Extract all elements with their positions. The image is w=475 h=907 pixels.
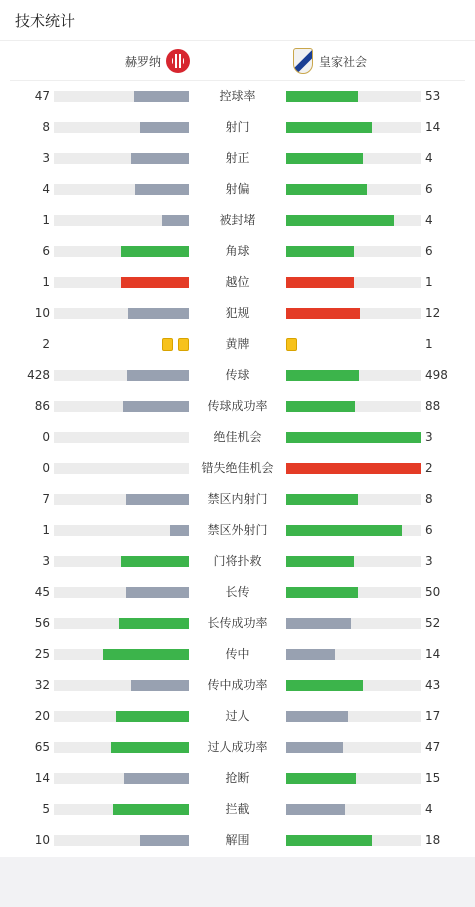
stat-label: 射偏 [225,182,250,196]
teams-row [10,41,465,81]
away-stat-bar-fill [286,835,372,846]
stat-row [0,112,475,143]
stat-label: 控球率 [219,89,256,103]
stat-label: 门将扑救 [213,554,262,568]
home-stat-bar-fill [131,153,189,164]
stat-row [0,81,475,112]
home-stat-bar-fill [126,494,189,505]
away-stat-bar-fill [286,91,358,102]
away-stat-value: 4 [425,213,433,227]
home-stat-bar-fill [121,246,189,257]
stat-label: 禁区内射门 [207,492,268,506]
stat-label: 长传成功率 [207,616,268,630]
away-stat-bar-fill [286,587,358,598]
stat-row [0,670,475,701]
stat-row [0,236,475,267]
away-stat-value: 50 [425,585,441,599]
away-stat-bar [286,463,421,474]
away-stat-bar-fill [286,370,359,381]
home-stat-bar [54,308,189,319]
stat-row [0,825,475,856]
stat-label: 传中 [225,647,250,661]
home-stat-bar-fill [121,277,189,288]
away-stat-bar [286,215,421,226]
stat-label: 黄牌 [225,337,250,351]
home-stat-bar-fill [111,742,189,753]
away-stat-value: 2 [425,461,433,475]
away-stat-value: 6 [425,244,433,258]
stat-label: 传球成功率 [207,399,268,413]
away-stat-bar-fill [286,742,343,753]
away-stat-bar-fill [286,215,394,226]
away-stat-bar-fill [286,432,421,443]
stat-row [0,174,475,205]
home-stat-bar-fill [135,184,189,195]
away-stat-bar-fill [286,680,363,691]
away-stat-bar [286,618,421,629]
away-stat-value: 43 [425,678,441,692]
away-team-name: 皇家社会 [319,54,368,69]
home-stat-bar-fill [119,618,189,629]
yellow-card-icon [178,338,189,351]
away-stat-bar [286,153,421,164]
away-stat-bar [286,91,421,102]
away-stat-value: 47 [425,740,441,754]
stat-row [0,732,475,763]
away-stat-bar-fill [286,308,360,319]
away-stat-bar [286,122,421,133]
stat-label: 过人成功率 [207,740,268,754]
away-stat-bar-fill [286,711,348,722]
away-stat-bar-fill [286,494,358,505]
away-stat-bar-fill [286,184,367,195]
stat-row [0,639,475,670]
away-stat-value: 4 [425,802,433,816]
girona-crest-icon [166,49,190,73]
home-stat-value: 1 [42,523,50,537]
home-stat-bar-fill [131,680,189,691]
home-stat-bar [54,246,189,257]
stat-row [0,515,475,546]
away-stat-value: 4 [425,151,433,165]
home-stat-value: 8 [42,120,50,134]
away-stat-bar-fill [286,649,335,660]
home-stat-bar-fill [170,525,189,536]
stat-row [0,701,475,732]
stat-label: 传球 [225,368,250,382]
away-stat-bar-fill [286,463,421,474]
stat-label: 被封堵 [219,213,256,227]
away-stat-bar [286,680,421,691]
stat-label: 过人 [225,709,250,723]
home-stat-value: 20 [34,709,50,723]
home-stat-value: 0 [42,461,50,475]
home-stat-bar [54,742,189,753]
stat-label: 角球 [225,244,250,258]
away-stat-value: 53 [425,89,441,103]
stat-row [0,391,475,422]
home-stat-bar [54,649,189,660]
home-stat-value: 45 [34,585,50,599]
away-stat-bar [286,432,421,443]
home-stat-bar [54,184,189,195]
home-stat-value: 7 [42,492,50,506]
home-stat-value: 56 [34,616,50,630]
stat-row [0,763,475,794]
away-stat-bar [286,649,421,660]
away-stat-bar [286,277,421,288]
away-stat-bar-fill [286,401,355,412]
home-stat-bar [54,711,189,722]
home-stat-value: 3 [42,151,50,165]
away-stat-value: 18 [425,833,441,847]
away-stat-value: 12 [425,306,441,320]
stat-label: 解围 [225,833,250,847]
away-stat-value: 6 [425,182,433,196]
home-stat-value: 65 [34,740,50,754]
away-yellow-cards [286,338,297,351]
home-stat-bar-fill [121,556,189,567]
away-stat-bar [286,246,421,257]
away-stat-value: 8 [425,492,433,506]
home-stat-bar-fill [113,804,189,815]
home-stat-bar [54,122,189,133]
stat-label: 射正 [225,151,250,165]
home-team-name: 赫罗纳 [124,54,161,69]
away-stat-bar [286,556,421,567]
away-stat-value: 14 [425,647,441,661]
away-stat-bar-fill [286,153,363,164]
away-stat-bar [286,742,421,753]
stat-label: 传中成功率 [207,678,268,692]
away-stat-bar-fill [286,773,356,784]
real-sociedad-crest-icon [293,48,313,74]
home-stat-bar [54,494,189,505]
stats-header [0,0,475,41]
home-stat-bar-fill [134,91,189,102]
home-stat-value: 428 [27,368,50,382]
stat-row [0,267,475,298]
stat-label: 错失绝佳机会 [201,461,274,475]
home-stat-bar [54,153,189,164]
stat-label: 越位 [225,275,250,289]
home-stat-value: 0 [42,430,50,444]
home-stat-value: 2 [42,337,50,351]
stat-label: 犯规 [225,306,250,320]
away-stat-value: 498 [425,368,448,382]
home-stat-bar [54,618,189,629]
away-stat-bar-fill [286,525,402,536]
away-stat-bar-fill [286,804,345,815]
away-stat-bar [286,525,421,536]
away-stat-bar [286,804,421,815]
away-stat-bar-fill [286,556,354,567]
home-stat-value: 1 [42,275,50,289]
home-stat-bar [54,525,189,536]
home-stat-bar [54,835,189,846]
home-stat-bar-fill [140,835,189,846]
stat-row [0,484,475,515]
away-stat-value: 17 [425,709,441,723]
home-stat-bar [54,91,189,102]
away-stat-bar-fill [286,277,354,288]
stat-row [0,205,475,236]
away-stat-bar [286,587,421,598]
home-stat-bar [54,432,189,443]
home-stat-value: 32 [34,678,50,692]
home-stat-bar [54,215,189,226]
home-stat-bar-fill [140,122,189,133]
stat-label: 射门 [225,120,250,134]
home-stat-bar-fill [126,587,189,598]
away-stat-value: 3 [425,554,433,568]
stat-row [0,608,475,639]
stat-row [0,329,475,360]
stat-label: 禁区外射门 [207,523,268,537]
away-stat-value: 15 [425,771,441,785]
home-stat-bar [54,587,189,598]
stat-row [0,298,475,329]
home-stat-bar [54,370,189,381]
home-stat-bar-fill [103,649,189,660]
stat-row [0,360,475,391]
away-stat-bar [286,308,421,319]
stat-label: 拦截 [225,802,250,816]
stat-row [0,577,475,608]
home-stat-value: 47 [34,89,50,103]
stat-row [0,794,475,825]
yellow-card-icon [162,338,173,351]
away-team[interactable] [293,41,367,81]
stat-label: 长传 [225,585,250,599]
home-stat-bar-fill [124,773,189,784]
page-title: 技术统计 [15,11,76,30]
home-stat-bar [54,680,189,691]
home-stat-bar-fill [128,308,189,319]
home-stat-bar-fill [116,711,189,722]
away-stat-value: 88 [425,399,441,413]
home-stat-value: 10 [34,306,50,320]
home-stat-bar [54,773,189,784]
stat-label: 抢断 [225,771,250,785]
yellow-card-icon [286,338,297,351]
home-stat-bar [54,463,189,474]
away-stat-value: 6 [425,523,433,537]
away-stat-bar [286,711,421,722]
away-stat-value: 1 [425,275,433,289]
away-stat-value: 3 [425,430,433,444]
away-stat-bar-fill [286,122,372,133]
stat-label: 绝佳机会 [213,430,262,444]
home-stat-bar [54,804,189,815]
stat-row [0,143,475,174]
away-stat-bar [286,370,421,381]
stat-row [0,453,475,484]
away-stat-bar [286,494,421,505]
home-team[interactable] [125,41,190,81]
away-stat-bar [286,184,421,195]
away-stat-bar-fill [286,246,354,257]
home-stat-value: 25 [34,647,50,661]
away-stat-value: 1 [425,337,433,351]
stat-row [0,422,475,453]
home-stat-bar-fill [162,215,189,226]
home-stat-bar-fill [123,401,189,412]
home-yellow-cards [162,338,189,351]
home-stat-value: 1 [42,213,50,227]
home-stat-value: 86 [34,399,50,413]
stat-row [0,546,475,577]
away-stat-bar [286,401,421,412]
stats-list [0,81,475,856]
home-stat-bar-fill [127,370,189,381]
home-stat-value: 5 [42,802,50,816]
away-stat-bar [286,835,421,846]
away-stat-value: 52 [425,616,441,630]
home-stat-bar [54,556,189,567]
home-stat-bar [54,277,189,288]
home-stat-value: 14 [34,771,50,785]
home-stat-value: 4 [42,182,50,196]
home-stat-value: 10 [34,833,50,847]
away-stat-bar-fill [286,618,351,629]
away-stat-bar [286,773,421,784]
home-stat-value: 3 [42,554,50,568]
away-stat-value: 14 [425,120,441,134]
home-stat-bar [54,401,189,412]
home-stat-value: 6 [42,244,50,258]
